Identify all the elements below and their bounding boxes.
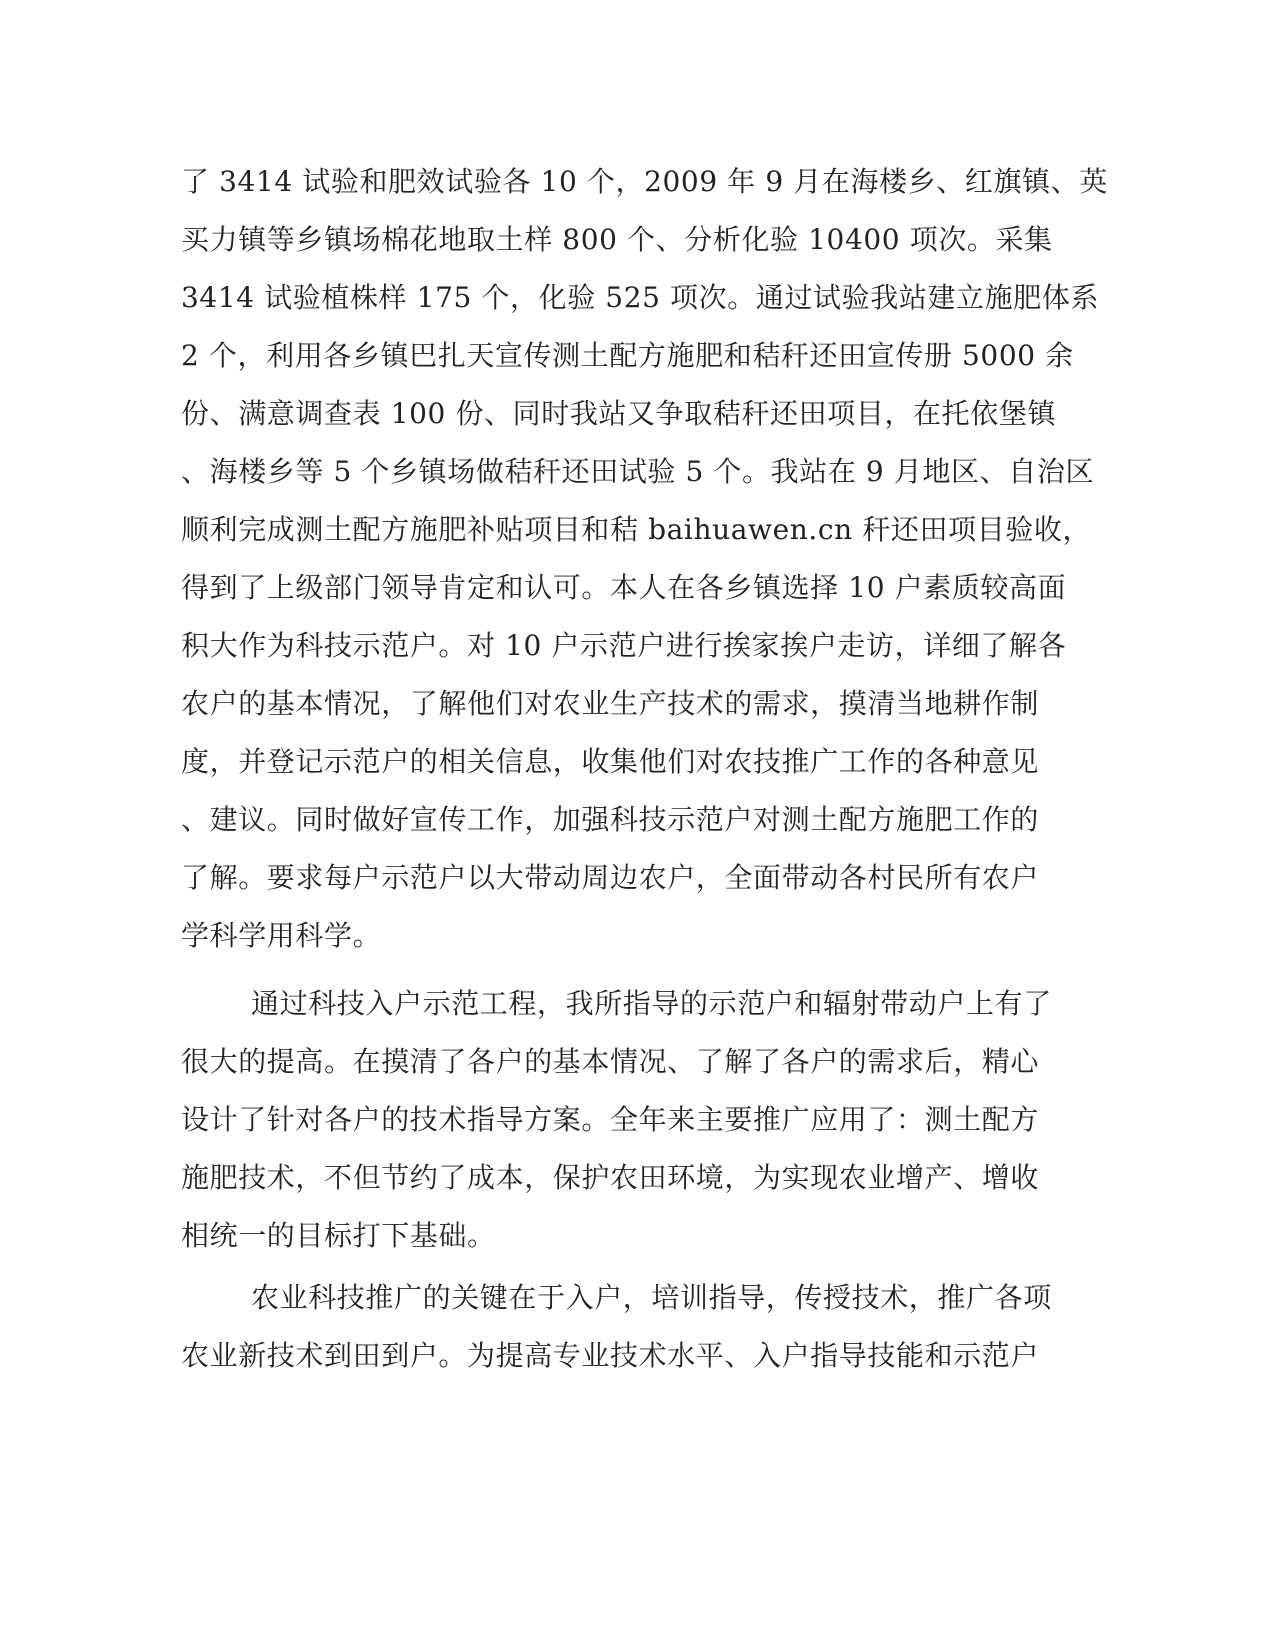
paragraph-1-line-14: 学科学用科学。 bbox=[181, 919, 382, 952]
paragraph-1-line-8: 得到了上级部门领导肯定和认可。本人在各乡镇选择 10 户素质较高面 bbox=[181, 571, 1067, 604]
paragraph-1-line-12: 、建议。同时做好宣传工作，加强科技示范户对测土配方施肥工作的 bbox=[181, 803, 1040, 836]
paragraph-1-line-6: 、海楼乡等 5 个乡镇场做秸秆还田试验 5 个。我站在 9 月地区、自治区 bbox=[181, 455, 1095, 488]
paragraph-1-line-1: 了 3414 试验和肥效试验各 10 个，2009 年 9 月在海楼乡、红旗镇、英 bbox=[181, 165, 1108, 198]
paragraph-1-line-4: 2 个，利用各乡镇巴扎天宣传测土配方施肥和秸秆还田宣传册 5000 余 bbox=[181, 339, 1074, 372]
paragraph-1-line-13: 了解。要求每户示范户以大带动周边农户，全面带动各村民所有农户 bbox=[181, 861, 1040, 894]
paragraph-2-line-3: 设计了针对各户的技术指导方案。全年来主要推广应用了：测土配方 bbox=[181, 1103, 1040, 1136]
paragraph-2-line-4: 施肥技术，不但节约了成本，保护农田环境，为实现农业增产、增收 bbox=[181, 1161, 1040, 1194]
paragraph-2-line-5: 相统一的目标打下基础。 bbox=[181, 1219, 496, 1252]
paragraph-1-line-5: 份、满意调查表 100 份、同时我站又争取秸秆还田项目，在托依堡镇 bbox=[181, 397, 1057, 430]
paragraph-2-line-1: 通过科技入户示范工程，我所指导的示范户和辐射带动户上有了 bbox=[251, 987, 1052, 1020]
paragraph-1-line-3: 3414 试验植株样 175 个，化验 525 项次。通过试验我站建立施肥体系 bbox=[181, 281, 1100, 314]
paragraph-1-line-9: 积大作为科技示范户。对 10 户示范户进行挨家挨户走访，详细了解各 bbox=[181, 629, 1067, 662]
paragraph-1-line-10: 农户的基本情况，了解他们对农业生产技术的需求，摸清当地耕作制 bbox=[181, 687, 1040, 720]
paragraph-1-line-7: 顺利完成测土配方施肥补贴项目和秸 baihuawen.cn 秆还田项目验收， bbox=[181, 513, 1092, 546]
paragraph-1-line-2: 买力镇等乡镇场棉花地取土样 800 个、分析化验 10400 项次。采集 bbox=[181, 223, 1053, 256]
paragraph-1-line-11: 度，并登记示范户的相关信息，收集他们对农技推广工作的各种意见 bbox=[181, 745, 1040, 778]
paragraph-3-line-2: 农业新技术到田到户。为提高专业技术水平、入户指导技能和示范户 bbox=[181, 1339, 1040, 1372]
paragraph-3-line-1: 农业科技推广的关键在于入户，培训指导，传授技术，推广各项 bbox=[251, 1281, 1052, 1314]
paragraph-2-line-2: 很大的提高。在摸清了各户的基本情况、了解了各户的需求后，精心 bbox=[181, 1045, 1040, 1078]
